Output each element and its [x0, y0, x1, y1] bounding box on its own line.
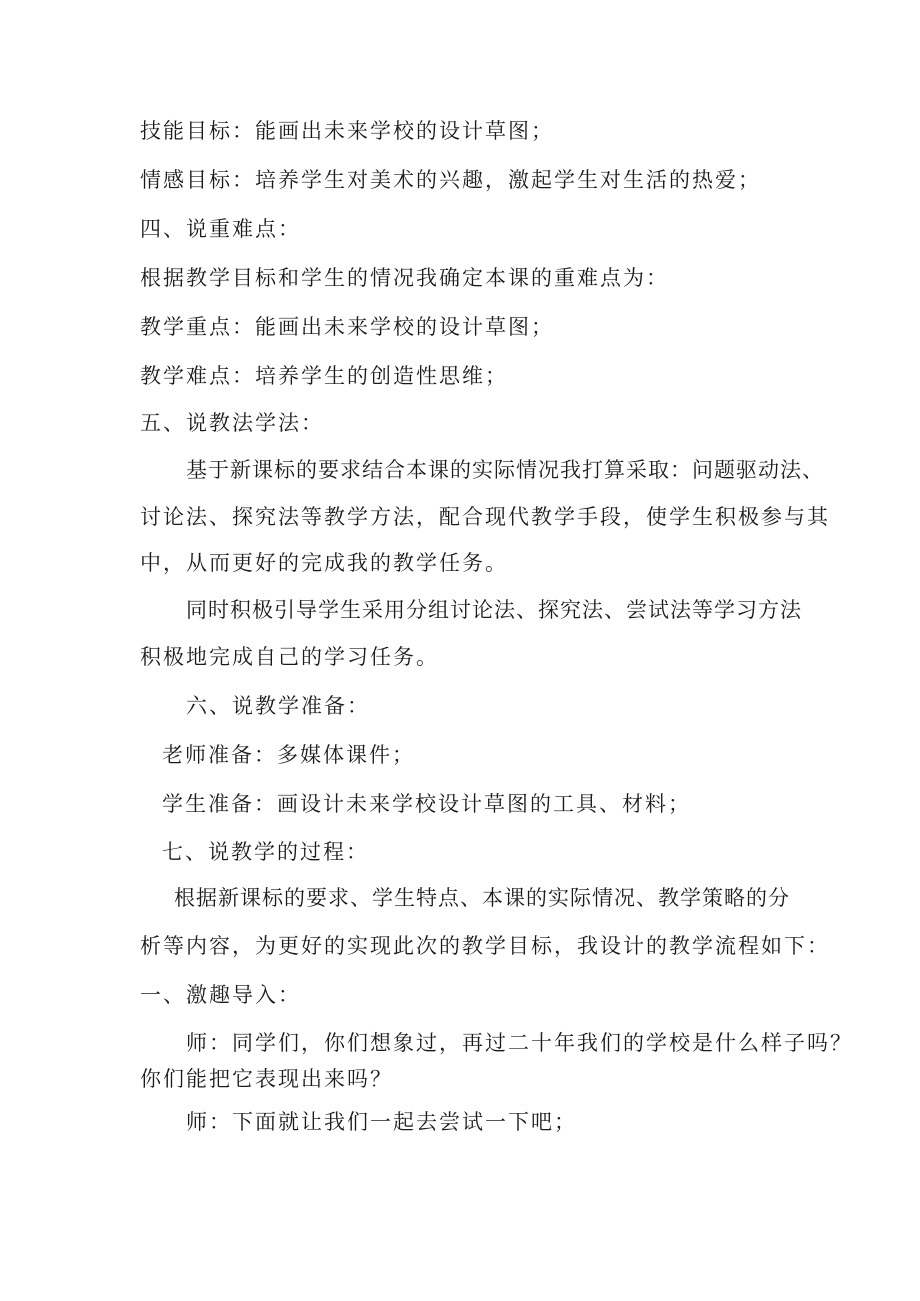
section-heading: 七、说教学的过程：: [162, 840, 369, 864]
paragraph-line: 老师准备：多媒体课件；: [162, 743, 415, 767]
paragraph-line: 同时积极引导学生采用分组讨论法、探究法、尝试法等学习方法: [186, 598, 802, 622]
section-heading: 一、激趣导入：: [140, 983, 301, 1007]
paragraph-line: 析等内容，为更好的实现此次的教学目标，我设计的教学流程如下：: [140, 934, 830, 958]
dialogue-line: 师：同学们，你们想象过，再过二十年我们的学校是什么样子吗？: [186, 1031, 853, 1055]
paragraph-line: 根据教学目标和学生的情况我确定本课的重难点为：: [140, 266, 669, 290]
paragraph-line: 技能目标：能画出未来学校的设计草图；: [140, 119, 554, 143]
dialogue-line: 你们能把它表现出来吗？: [140, 1067, 393, 1091]
paragraph-line: 讨论法、探究法等教学方法，配合现代教学手段，使学生积极参与其: [140, 505, 830, 529]
section-heading: 五、说教法学法：: [140, 411, 324, 435]
paragraph-line: 学生准备：画设计未来学校设计草图的工具、材料；: [162, 792, 691, 816]
section-heading: 四、说重难点：: [140, 217, 301, 241]
paragraph-line: 情感目标：培养学生对美术的兴趣，激起学生对生活的热爱；: [140, 168, 761, 192]
paragraph-line: 根据新课标的要求、学生特点、本课的实际情况、教学策略的分: [174, 886, 790, 910]
paragraph-line: 基于新课标的要求结合本课的实际情况我打算采取：问题驱动法、: [186, 458, 824, 482]
paragraph-line: 积极地完成自己的学习任务。: [140, 645, 439, 669]
section-heading: 六、说教学准备：: [186, 694, 370, 718]
paragraph-line: 教学难点：培养学生的创造性思维；: [140, 364, 508, 388]
dialogue-line: 师：下面就让我们一起去尝试一下吧；: [186, 1110, 577, 1134]
paragraph-line: 教学重点：能画出未来学校的设计草图；: [140, 315, 554, 339]
paragraph-line: 中，从而更好的完成我的教学任务。: [140, 551, 508, 575]
